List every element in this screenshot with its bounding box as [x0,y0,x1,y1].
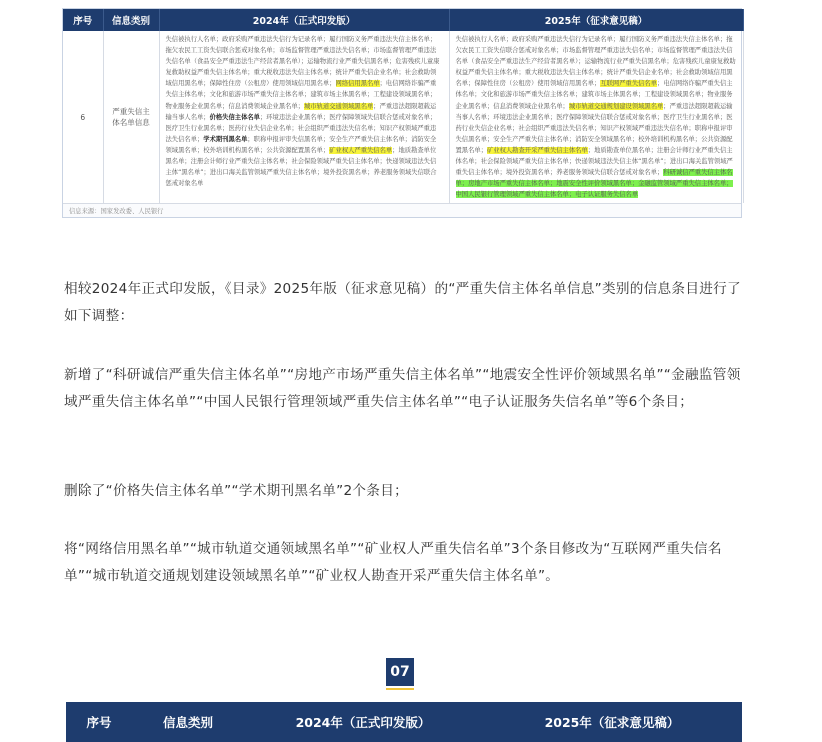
header-category: 信息类别 [103,9,159,31]
highlighted-item: 网络信用黑名单 [335,80,380,88]
section-number-badge: 07 [386,658,414,686]
header-num: 序号 [86,715,112,730]
cell-text: ；严重违法超限超载运输当事人名单； [165,102,437,121]
cell-text: 失信被执行人名单；政府采购严重违法失信行为记录名单；履行国防义务严重违法失信主体名单；拖欠农民工工资失信联合惩戒对象名单；市场监督管理严重违法失信名单；市场监督管理严重违法失信名单（食品安全严重违法生产经营者黑名单）；运输物流行业严重失信黑名单；危害残疾儿童康复救助权益严重失信主体名单；重大税收违法失信主体名单；统计严重失信企业名单；社会救助领域信用黑名单；保障性住房（公租房）使用领域信用黑名单； [455,36,736,88]
cell-text: ；严重违法超限超载运输当事人名单；环境违法企业黑名单；医疗保障领域失信联合惩戒对象名单；医疗卫生行业黑名单；医药行业失信企业名单；社会组织严重违法失信名单；知识产权领域严重违法失信名单；职称申报评审失信黑名单；安全生产严重失信主体名单；消防安全领域黑名单；校外培训机构黑名单；公共资源配置黑名单； [455,102,733,154]
cell-text: 失信被执行人名单；政府采购严重违法失信行为记录名单；履行国防义务严重违法失信主体名单；拖欠农民工工资失信联合惩戒对象名单；市场监督管理严重违法失信名单；市场监督管理严重违法失信名单（食品安全严重违法生产经营者黑名单）；运输物流行业严重失信黑名单；危害残疾儿童康复救助权益严重失信主体名单；重大税收违法失信主体名单；统计严重失信企业名单；社会救助领域信用黑名单；保障性住房（公租房）使用领域信用黑名单； [165,36,440,88]
cell-text: ；职称申报评审失信黑名单；安全生产严重失信主体名单；消防安全领域黑名单；校外培训机构黑名单；公共资源配置黑名单； [165,135,437,154]
header-2025: 2025年（征求意见稿） [449,9,743,31]
comparison-table [62,8,742,218]
highlighted-item: 城市轨道交通领域黑名单 [304,102,374,110]
deleted-item: 学术期刊黑名单 [203,135,248,143]
table-row [63,31,743,203]
paragraph-added: 新增了“科研诚信严重失信主体名单”“房地产市场严重失信主体名单”“地震安全性评价领域黑名单”“金融监管领域严重失信主体名单”“中国人民银行管理领域严重失信主体名单”“电子认证服务失信名单”等6个条目； [64,367,741,410]
cell-text: ；地质勘查单位黑名单；注册会计师行业严重失信主体名单；社会保险领域严重失信主体名单；快递领域违法失信主体“黑名单”；进出口海关监管领域严重失信主体名单；境外投资黑名单；养老服务领域失信联合惩戒对象名单 [165,146,437,188]
cell-text: ；环境违法企业黑名单；医疗保障领域失信联合惩戒对象名单；医疗卫生行业黑名单；医药行业失信企业名单；社会组织严重违法失信名单；知识产权领域严重违法失信名单； [165,113,437,143]
header-2025: 2025年（征求意见稿） [544,715,680,730]
header-num: 序号 [63,9,103,31]
cell-text: ；地质勘查单位黑名单；注册会计师行业严重失信主体名单；社会保险领域严重失信主体名单；快递领域违法失信主体“黑名单”；进出口海关监管领域严重失信主体名单；境外投资黑名单；养老服务领域失信联合惩戒对象名单； [455,146,733,177]
table-source: 信息来源：国家发改委、人民银行 [63,203,741,217]
header-2024: 2024年（正式印发版） [295,715,431,730]
cell-2025 [449,31,743,203]
highlighted-item: 互联网严重失信名单 [600,80,657,88]
header-2024: 2024年（正式印发版） [159,9,449,31]
badge-underline [386,688,414,690]
highlighted-item: 矿业权人勘查开采严重失信主体名单 [486,146,588,154]
paragraph-modified: 将“网络信用黑名单”“城市轨道交通领域黑名单”“矿业权人严重失信名单”3个条目修改为“互联网严重失信名单”“城市轨道交通规划建设领域黑名单”“矿业权人勘查开采严重失信主体名单”。 [64,541,722,584]
highlighted-item: 矿业权人严重失信名单 [329,146,393,154]
deleted-item: 价格失信主体名单 [209,113,260,121]
row-num: 6 [63,31,103,203]
cell-2024 [159,31,449,203]
next-table-header [66,702,742,742]
cell-text: ；电信网络诈骗严重失信主体名单；文化和旅游市场严重失信主体名单；建筑市场主体黑名单；工程建设领域黑名单；物业服务企业黑名单；信息消费领域企业黑名单； [455,80,733,110]
table-header-row [63,9,743,31]
row-category: 严重失信主体名单信息 [103,31,159,203]
added-items: 科研诚信严重失信主体名单；房地产市场严重失信主体名单；地震安全性评价领域黑名单；金融监管领域严重失信主体名单；中国人民银行管理领域严重失信主体名单；电子认证服务失信名单 [455,169,733,199]
paragraph-intro: 相较2024年正式印发版，《目录》2025年版（征求意见稿）的“严重失信主体名单信息”类别的信息条目进行了如下调整： [64,281,741,324]
header-category: 信息类别 [162,715,213,730]
highlighted-item: 城市轨道交通规划建设领域黑名单 [568,102,664,110]
cell-text: ；电信网络诈骗严重失信主体名单；文化和旅游市场严重失信主体名单；建筑市场主体黑名单；工程建设领域黑名单；物业服务企业黑名单；信息消费领域企业黑名单； [165,80,437,110]
paragraph-deleted: 删除了“价格失信主体名单”“学术期刊黑名单”2个条目； [64,483,408,499]
